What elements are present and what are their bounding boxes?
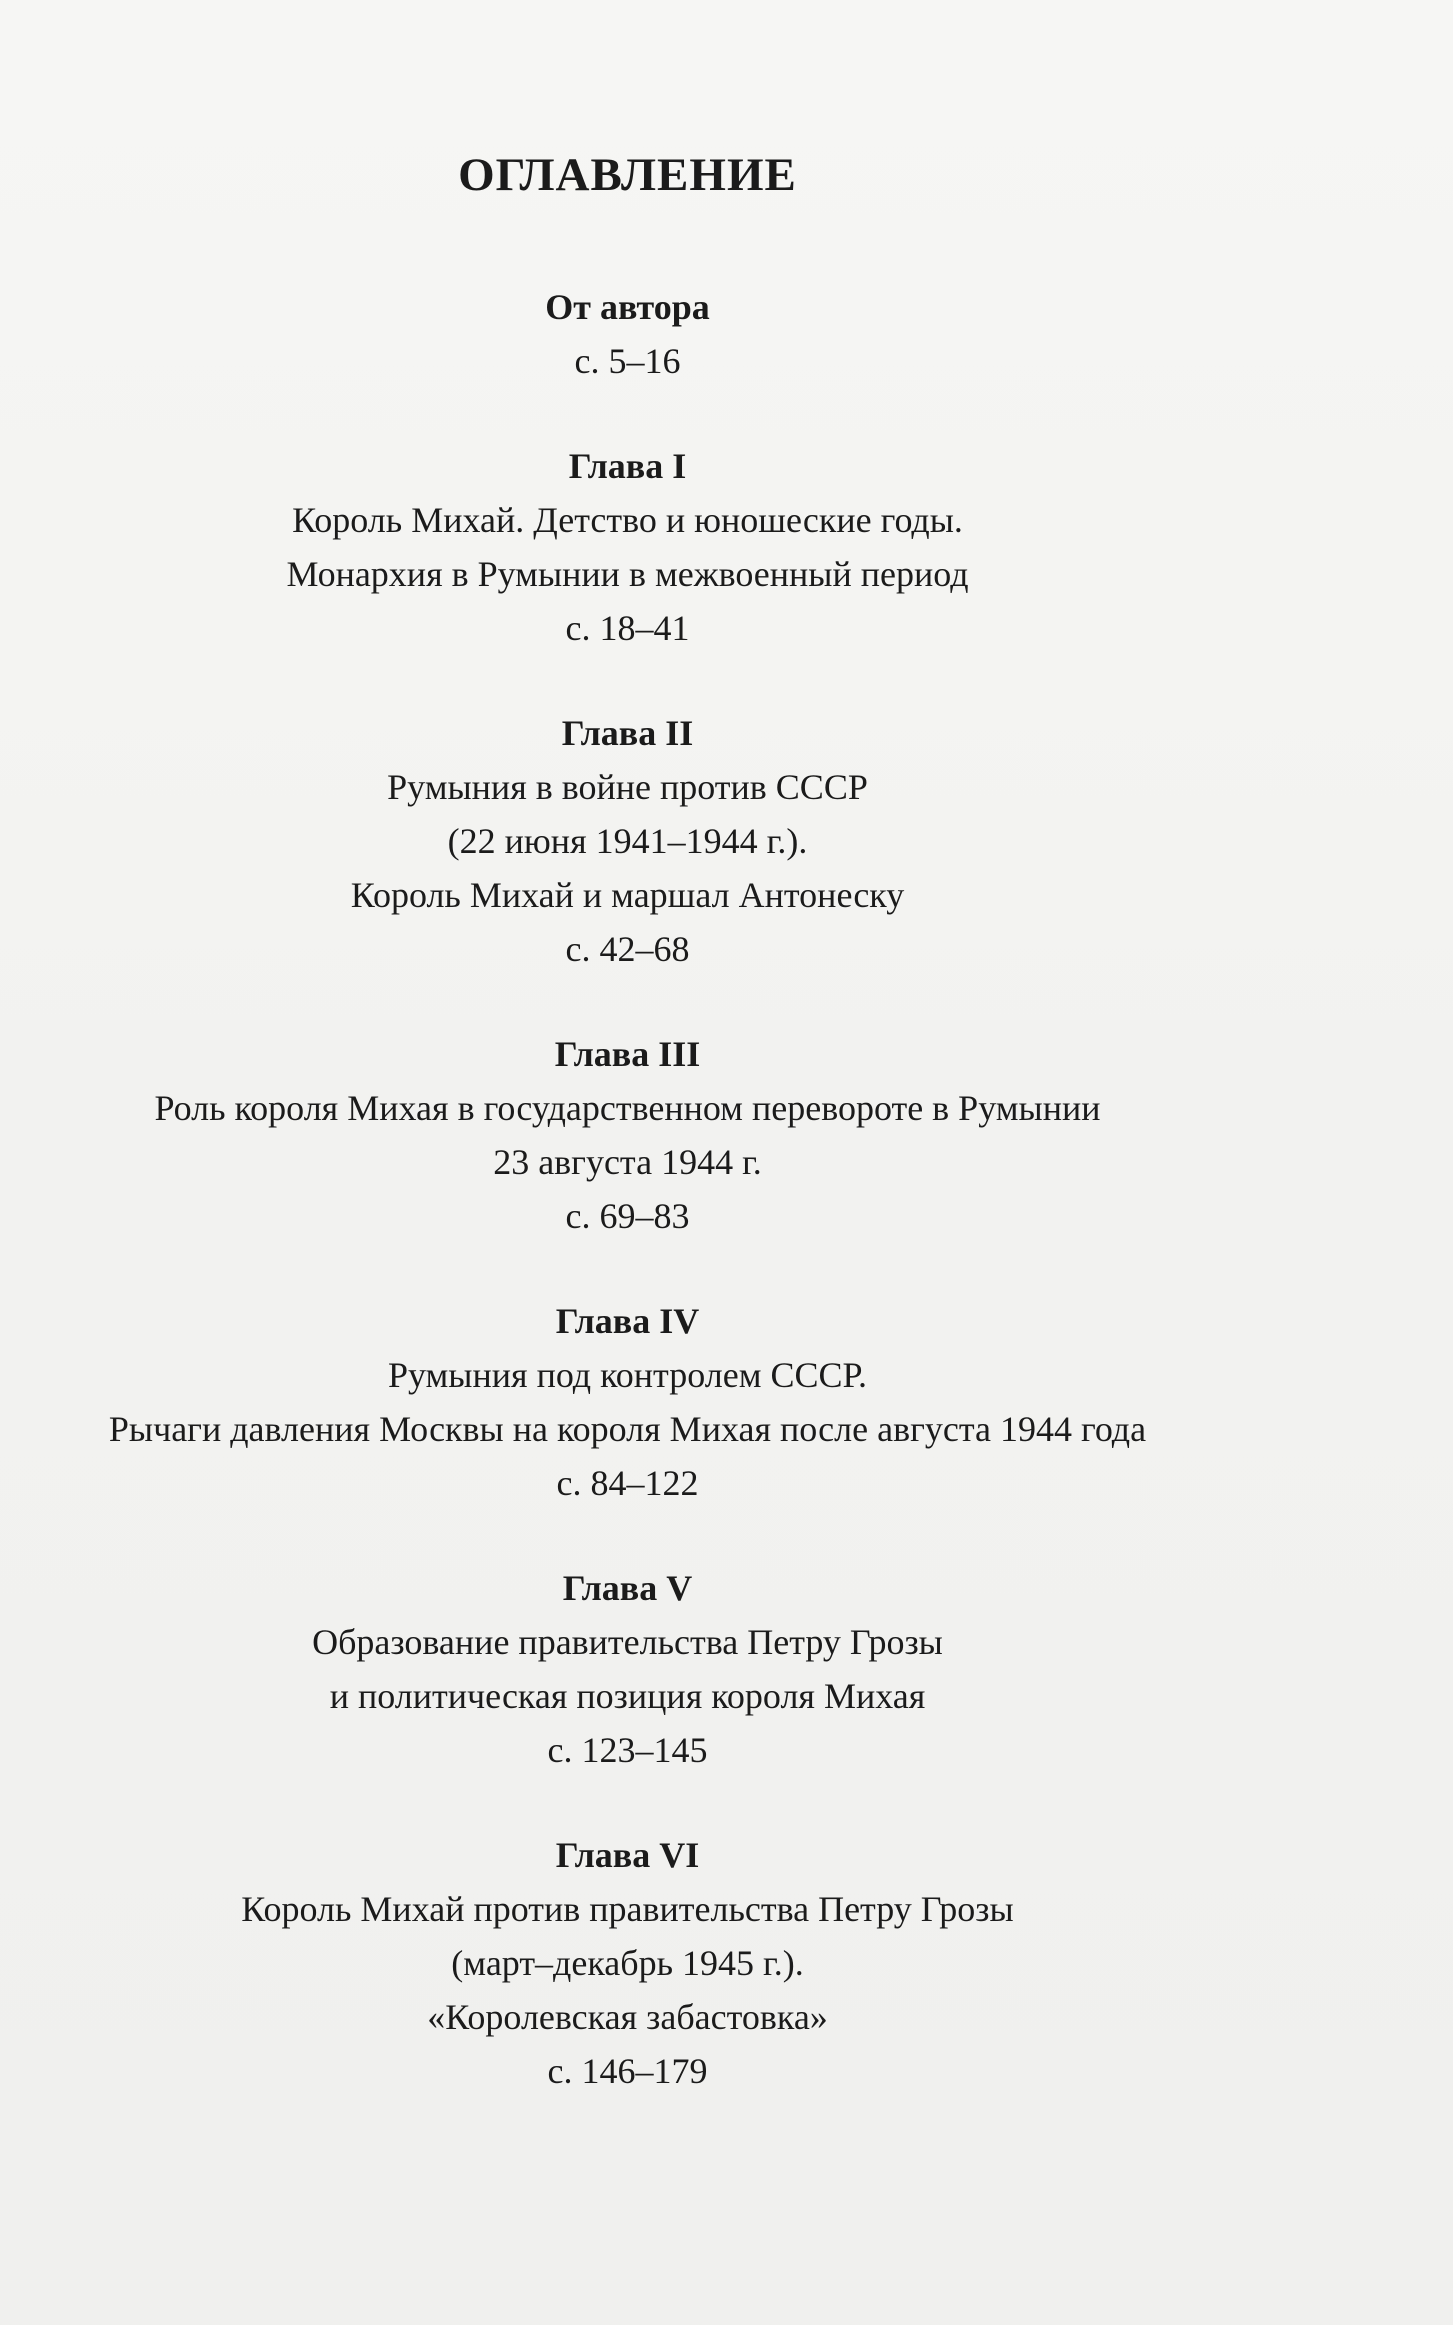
chapter-heading: От автора [545, 286, 710, 327]
page-range: с. 18–41 [565, 607, 690, 648]
chapter-heading: Глава V [562, 1567, 693, 1608]
chapter-title-line: Монархия в Румынии в межвоенный период [286, 553, 969, 594]
chapter-title-line: Король Михай и маршал Антонеску [350, 874, 905, 915]
chapter-title-line: Король Михай против правительства Петру Грозы [241, 1888, 1014, 1929]
toc-entry-chapter-3 [0, 1027, 1255, 1243]
chapter-heading: Глава I [568, 445, 687, 486]
toc-entry-preface [0, 280, 1255, 388]
page-range: с. 69–83 [565, 1195, 690, 1236]
chapter-title-line: «Королевская забастовка» [427, 1996, 828, 2037]
page-range: с. 84–122 [556, 1462, 699, 1503]
page-range: с. 123–145 [547, 1729, 708, 1770]
chapter-heading: Глава II [561, 712, 694, 753]
chapter-title-line: (22 июня 1941–1944 г.). [447, 820, 808, 861]
chapter-title-line: Румыния в войне против СССР [387, 766, 868, 807]
toc-title: ОГЛАВЛЕНИЕ [458, 149, 797, 201]
chapter-title-line: и политическая позиция короля Михая [329, 1675, 926, 1716]
chapter-title-line: Образование правительства Петру Грозы [312, 1621, 943, 1662]
page-range: с. 42–68 [565, 928, 690, 969]
chapter-title-line: (март–декабрь 1945 г.). [451, 1942, 804, 1983]
chapter-title-line: Роль короля Михая в государственном перевороте в Румынии [154, 1087, 1101, 1128]
page-range: с. 146–179 [547, 2050, 708, 2091]
toc-entry-chapter-1 [0, 439, 1255, 655]
chapter-title-line: Рычаги давления Москвы на короля Михая после августа 1944 года [108, 1408, 1147, 1449]
chapter-heading: Глава III [554, 1033, 701, 1074]
toc-entry-chapter-5 [0, 1561, 1255, 1777]
toc-entry-chapter-4 [0, 1294, 1255, 1510]
table-of-contents [0, 150, 1255, 2149]
toc-entry-chapter-6 [0, 1828, 1255, 2098]
chapter-title-line: Король Михай. Детство и юношеские годы. [292, 499, 963, 540]
chapter-title-line: 23 августа 1944 г. [493, 1141, 762, 1182]
chapter-heading: Глава VI [555, 1834, 700, 1875]
chapter-title-line: Румыния под контролем СССР. [387, 1354, 868, 1395]
chapter-heading: Глава IV [555, 1300, 700, 1341]
page-range: с. 5–16 [574, 340, 681, 381]
toc-entry-chapter-2 [0, 706, 1255, 976]
